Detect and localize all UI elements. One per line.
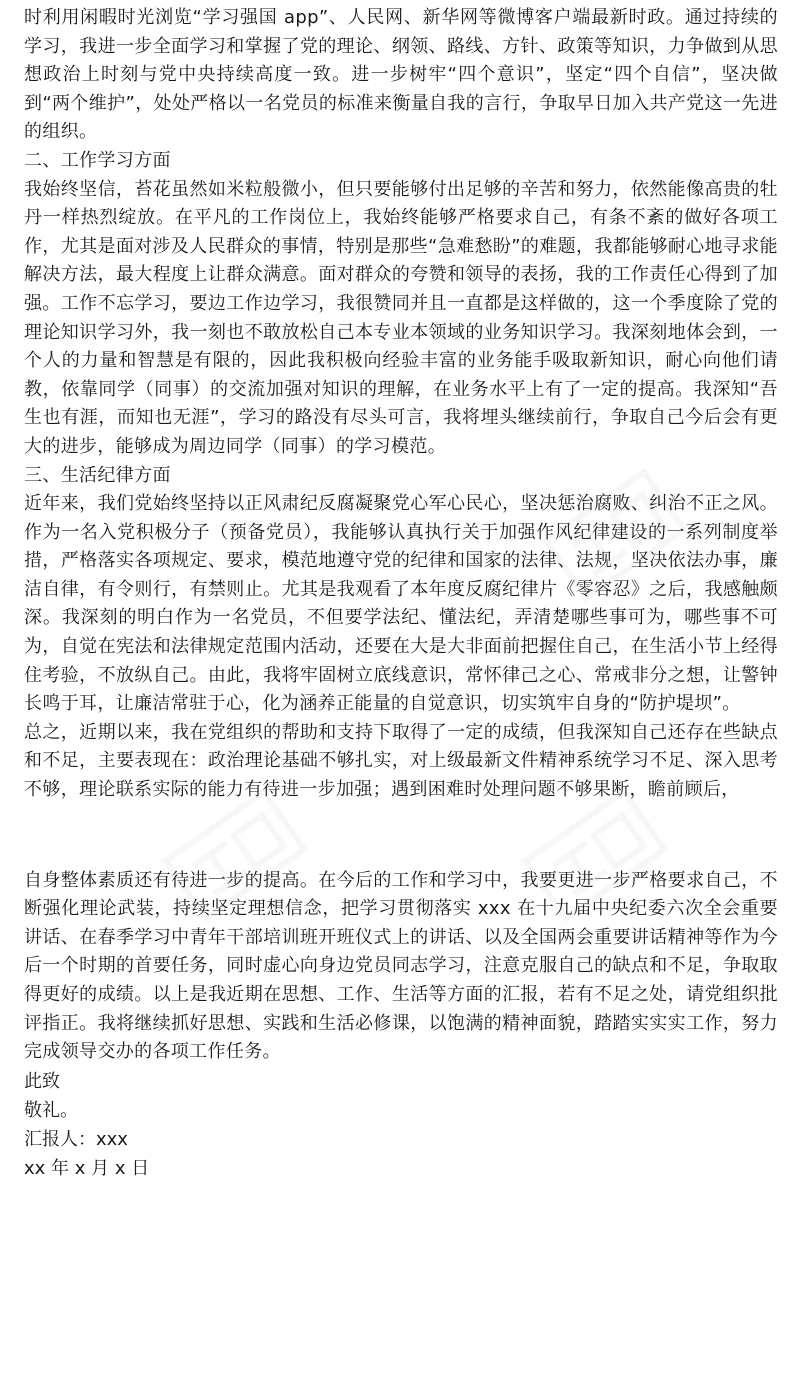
document-body-bottom bbox=[24, 867, 778, 1067]
section3-paragraph: 近年来，我们党始终坚持以正风肃纪反腐凝聚党心军心民心，坚决惩治腐败、纠治不正之风。作为一名入党积极分子（预备党员），我能够认真执行关于加强作风纪律建设的一系列制度举措，严格落实各项规定、要求，模范地遵守党的纪律和国家的法律、法规，坚决依法办事，廉洁自律，有令则行，有禁则止。尤其是我观看了本年度反腐纪律片《零容忍》之后，我感触颇深。我深刻的明白作为一名党员，不但要学法纪、懂法纪，弄清楚哪些事可为，哪些事不可为，自觉在宪法和法律规定范围内活动，还要在大是大非面前把握住自己，在生活小节上经得住考验，不放纵自己。由此，我将牢固树立底线意识，常怀律己之心、常戒非分之想，让警钟长鸣于耳，让廉洁常驻于心，化为涵养正能量的自觉意识，切实筑牢自身的“防护堤坝”。 bbox=[24, 493, 778, 715]
section2-paragraph: 我始终坚信，苔花虽然如米粒般微小，但只要能够付出足够的辛苦和努力，依然能像高贵的牡丹一样热烈绽放。在平凡的工作岗位上，我始终能够严格要求自己，有条不紊的做好各项工作，尤其是面对涉及人民群众的事情，特别是那些“急难愁盼”的难题，我都能够耐心地寻求能解决方法，最大程度上让群众满意。面对群众的夸赞和领导的表扬，我的工作责任心得到了加强。工作不忘学习，要边工作边学习，我很赞同并且一直都是这样做的，这一个季度除了党的理论知识学习外，我一刻也不敢放松自己本专业本领域的业务知识学习。我深刻地体会到，一个人的力量和智慧是有限的，因此我积极向经验丰富的业务能手吸取新知识，耐心向他们请教，依靠同学（同事）的交流加强对知识的理解，在业务水平上有了一定的提高。我深知“吾生也有涯，而知也无涯”，学习的路没有尽头可言，我将埋头继续前行，争取自己今后会有更大的进步，能够成为周边同学（同事）的学习模范。 bbox=[24, 178, 778, 457]
section1-tail-paragraph: 时利用闲暇时光浏览“学习强国 app”、人民网、新华网等微博客户端最新时政。通过持续的学习，我进一步全面学习和掌握了党的理论、纲领、路线、方针、政策等知识，力争做到从思想政治上时刻与党中央持续高度一致。进一步树牢“四个意识”，坚定“四个自信”，坚决做到“两个维护”，处处严格以一名党员的标准来衡量自我的言行，争取早日加入共产党这一先进的组织。 bbox=[24, 7, 778, 143]
salutation-line1: 此致 bbox=[24, 1070, 60, 1092]
section3-heading: 三、生活纪律方面 bbox=[24, 464, 171, 486]
reporter-line: 汇报人：xxx bbox=[24, 1128, 128, 1150]
summary-paragraph-part2: 自身整体素质还有待进一步的提高。在今后的工作和学习中，我要更进一步严格要求自己，不断强化理论武装，持续坚定理想信念，把学习贯彻落实 xxx 在十九届中央纪委六次全会重要讲话、在春季学习中青年干部培训班开班仪式上的讲话、以及全国两会重要讲话精神等作为今后一个时期的首要任务，同时虚心向身边党员同志学习，注意克服自己的缺点和不足，争取取得更好的成绩。以上是我近期在思想、工作、生活等方面的汇报，若有不足之处，请党组织批评指正。我将继续抓好思想、实践和生活必修课，以饱满的精神面貌，踏踏实实实工作，努力完成领导交办的各项工作任务。 bbox=[24, 869, 778, 1063]
document-body-top bbox=[24, 4, 778, 805]
section2-heading: 二、工作学习方面 bbox=[24, 149, 171, 171]
summary-paragraph-part1: 总之，近期以来，我在党组织的帮助和支持下取得了一定的成绩，但我深知自己还存在些缺点和不足，主要表现在：政治理论基础不够扎实，对上级最新文件精神系统学习不足、深入思考不够，理论联系实际的能力有待进一步加强；遇到困难时处理问题不够果断，瞻前顾后， bbox=[24, 721, 778, 801]
date-line: xx 年 x 月 x 日 bbox=[24, 1157, 150, 1179]
page-break-gap bbox=[24, 805, 778, 867]
closing-block bbox=[24, 1067, 778, 1183]
salutation-line2: 敬礼。 bbox=[24, 1099, 78, 1121]
